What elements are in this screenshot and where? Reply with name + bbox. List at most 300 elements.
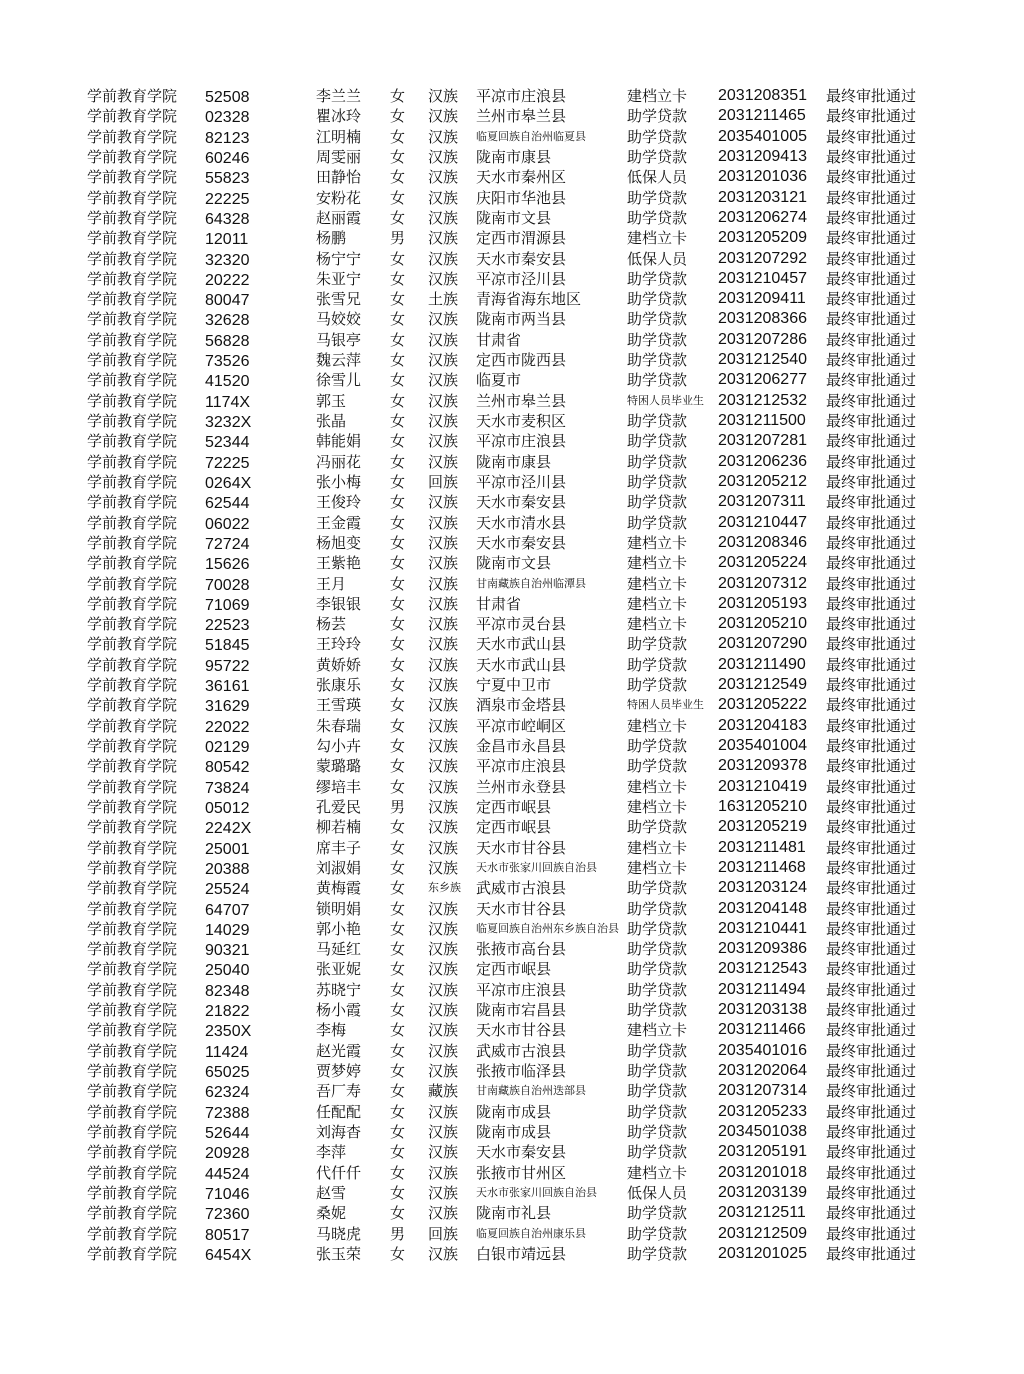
- cell-name: 任配配: [316, 1102, 362, 1121]
- cell-status: 最终审批通过: [826, 899, 917, 918]
- cell-id: 64707: [205, 901, 250, 919]
- cell-college: 学前教育学院: [87, 1102, 178, 1121]
- cell-type: 助学贷款: [627, 147, 688, 166]
- cell-id: 25001: [205, 840, 250, 858]
- cell-college: 学前教育学院: [87, 269, 178, 288]
- cell-gender: 女: [390, 1204, 406, 1223]
- cell-eth: 汉族: [428, 127, 459, 146]
- cell-place: 陇南市康县: [476, 452, 552, 471]
- cell-place: 兰州市皋兰县: [476, 391, 567, 410]
- cell-id: 65025: [205, 1064, 250, 1081]
- cell-id: 72724: [205, 535, 250, 553]
- table-row: [87, 431, 947, 451]
- cell-gender: 女: [390, 1143, 406, 1162]
- cell-college: 学前教育学院: [87, 351, 178, 370]
- cell-id: 05012: [205, 799, 250, 817]
- cell-place: 天水市秦安县: [476, 493, 567, 512]
- cell-place: 武威市古浪县: [476, 1041, 567, 1060]
- cell-id: 71046: [205, 1185, 250, 1203]
- cell-gender: 女: [390, 899, 406, 918]
- cell-college: 学前教育学院: [87, 919, 178, 938]
- cell-gender: 女: [390, 676, 406, 695]
- cell-type: 助学贷款: [627, 899, 688, 918]
- cell-name: 张小梅: [316, 472, 362, 491]
- cell-name: 杨旭变: [316, 533, 362, 552]
- cell-code: 2031211468: [718, 858, 806, 876]
- cell-status: 最终审批通过: [826, 351, 917, 370]
- cell-type: 助学贷款: [627, 980, 688, 999]
- cell-name: 贾梦婷: [316, 1062, 362, 1080]
- cell-eth: 回族: [428, 472, 459, 491]
- table-row: [87, 1203, 947, 1223]
- cell-eth: 汉族: [428, 330, 459, 349]
- cell-college: 学前教育学院: [87, 797, 178, 816]
- table-row: [87, 838, 947, 858]
- cell-code: 2031201036: [718, 168, 807, 186]
- cell-college: 学前教育学院: [87, 1062, 178, 1080]
- cell-eth: 汉族: [428, 493, 459, 512]
- cell-eth: 汉族: [428, 391, 459, 410]
- cell-code: 2031207314: [718, 1082, 807, 1100]
- cell-name: 杨宁宁: [316, 249, 362, 268]
- cell-eth: 汉族: [428, 594, 459, 613]
- cell-status: 最终审批通过: [826, 1021, 917, 1040]
- table-row: [87, 1020, 947, 1040]
- table-row: [87, 1000, 947, 1020]
- cell-gender: 女: [390, 208, 406, 227]
- cell-id: 56828: [205, 332, 250, 350]
- cell-place: 陇南市文县: [476, 208, 552, 227]
- cell-eth: 汉族: [428, 1183, 459, 1202]
- table-row: [87, 289, 947, 309]
- cell-college: 学前教育学院: [87, 107, 178, 126]
- cell-place: 天水市张家川回族自治县: [476, 860, 597, 874]
- table-row: [87, 614, 947, 634]
- cell-place: 天水市甘谷县: [476, 1021, 567, 1040]
- cell-code: 2031205209: [718, 229, 807, 247]
- cell-type: 建档立卡: [627, 554, 688, 573]
- cell-name: 勾小卉: [316, 737, 362, 755]
- cell-eth: 土族: [428, 290, 459, 309]
- cell-id: 25040: [205, 962, 250, 980]
- cell-college: 学前教育学院: [87, 513, 178, 532]
- cell-gender: 女: [390, 696, 406, 715]
- table-row: [87, 228, 947, 248]
- table-row: [87, 452, 947, 472]
- table-row: [87, 411, 947, 431]
- cell-name: 朱春瑞: [316, 716, 362, 735]
- cell-college: 学前教育学院: [87, 472, 178, 491]
- cell-name: 刘淑娟: [316, 858, 362, 877]
- cell-gender: 女: [390, 594, 406, 613]
- cell-gender: 女: [390, 879, 406, 898]
- table-row: [87, 675, 947, 695]
- cell-eth: 回族: [428, 1224, 459, 1243]
- cell-id: 82123: [205, 129, 250, 147]
- table-row: [87, 147, 947, 167]
- cell-type: 建档立卡: [627, 87, 688, 105]
- cell-type: 助学贷款: [627, 1082, 688, 1101]
- cell-code: 2031212511: [718, 1204, 806, 1222]
- cell-eth: 汉族: [428, 168, 459, 187]
- cell-type: 建档立卡: [627, 797, 688, 816]
- cell-college: 学前教育学院: [87, 452, 178, 471]
- table-row: [87, 777, 947, 797]
- table-row: [87, 208, 947, 228]
- cell-college: 学前教育学院: [87, 168, 178, 187]
- cell-gender: 女: [390, 940, 406, 959]
- cell-type: 助学贷款: [627, 1102, 688, 1121]
- cell-eth: 汉族: [428, 513, 459, 532]
- cell-id: 20388: [205, 860, 250, 878]
- table-row: [87, 1244, 947, 1264]
- cell-eth: 汉族: [428, 615, 459, 634]
- cell-code: 2031210457: [718, 269, 807, 287]
- cell-place: 定西市岷县: [476, 960, 552, 979]
- cell-eth: 汉族: [428, 1021, 459, 1040]
- cell-id: 25524: [205, 881, 250, 899]
- cell-code: 2031212543: [718, 960, 807, 978]
- cell-gender: 女: [390, 168, 406, 187]
- cell-code: 2031211494: [718, 980, 806, 998]
- cell-id: 20928: [205, 1145, 250, 1163]
- cell-code: 2031203124: [718, 879, 807, 897]
- cell-status: 最终审批通过: [826, 1102, 917, 1121]
- cell-gender: 女: [390, 615, 406, 634]
- cell-type: 助学贷款: [627, 879, 688, 898]
- cell-type: 助学贷款: [627, 1204, 688, 1223]
- cell-name: 徐雪儿: [316, 371, 362, 390]
- cell-type: 助学贷款: [627, 1001, 688, 1020]
- cell-place: 定西市陇西县: [476, 351, 567, 370]
- cell-college: 学前教育学院: [87, 777, 178, 796]
- cell-code: 2031212532: [718, 391, 807, 409]
- cell-type: 助学贷款: [627, 1122, 688, 1141]
- cell-id: 95722: [205, 657, 250, 675]
- cell-college: 学前教育学院: [87, 838, 178, 857]
- cell-gender: 女: [390, 290, 406, 309]
- cell-college: 学前教育学院: [87, 757, 178, 776]
- cell-gender: 女: [390, 432, 406, 451]
- cell-place: 天水市武山县: [476, 655, 567, 674]
- cell-status: 最终审批通过: [826, 208, 917, 227]
- cell-name: 田静怡: [316, 168, 362, 187]
- cell-college: 学前教育学院: [87, 1163, 178, 1182]
- cell-college: 学前教育学院: [87, 310, 178, 329]
- table-row: [87, 472, 947, 492]
- cell-code: 2031205191: [718, 1143, 807, 1161]
- cell-status: 最终审批通过: [826, 737, 917, 755]
- cell-eth: 汉族: [428, 960, 459, 979]
- cell-gender: 女: [390, 777, 406, 796]
- cell-place: 兰州市皋兰县: [476, 107, 567, 126]
- cell-id: 80542: [205, 759, 250, 777]
- cell-type: 助学贷款: [627, 412, 688, 430]
- cell-type: 助学贷款: [627, 1143, 688, 1162]
- cell-status: 最终审批通过: [826, 1001, 917, 1020]
- cell-eth: 汉族: [428, 554, 459, 573]
- cell-id: 32320: [205, 251, 250, 269]
- cell-gender: 女: [390, 858, 406, 877]
- cell-college: 学前教育学院: [87, 818, 178, 837]
- table-row: [87, 1102, 947, 1122]
- cell-status: 最终审批通过: [826, 1163, 917, 1182]
- cell-id: 22022: [205, 718, 250, 736]
- cell-place: 平凉市庄浪县: [476, 87, 567, 105]
- cell-eth: 汉族: [428, 1102, 459, 1121]
- cell-code: 2031203121: [718, 188, 807, 206]
- table-row: [87, 1183, 947, 1203]
- cell-type: 助学贷款: [627, 188, 688, 207]
- cell-eth: 汉族: [428, 737, 459, 755]
- cell-gender: 女: [390, 452, 406, 471]
- cell-college: 学前教育学院: [87, 330, 178, 349]
- cell-gender: 女: [390, 472, 406, 491]
- table-row: [87, 167, 947, 187]
- cell-college: 学前教育学院: [87, 432, 178, 451]
- cell-eth: 汉族: [428, 818, 459, 837]
- cell-type: 建档立卡: [627, 574, 688, 593]
- cell-status: 最终审批通过: [826, 1082, 917, 1101]
- cell-id: 21822: [205, 1003, 250, 1021]
- cell-status: 最终审批通过: [826, 371, 917, 390]
- table-row: [87, 309, 947, 329]
- cell-eth: 汉族: [428, 635, 459, 654]
- cell-college: 学前教育学院: [87, 147, 178, 166]
- cell-id: 3232X: [205, 414, 252, 431]
- cell-gender: 男: [390, 797, 406, 816]
- cell-name: 冯丽花: [316, 452, 362, 471]
- cell-type: 助学贷款: [627, 310, 688, 329]
- table-row: [87, 86, 947, 106]
- cell-id: 51845: [205, 637, 250, 655]
- cell-code: 2031211490: [718, 655, 806, 673]
- cell-eth: 汉族: [428, 452, 459, 471]
- table-row: [87, 980, 947, 1000]
- cell-place: 张掖市甘州区: [476, 1163, 567, 1182]
- cell-name: 缪培丰: [316, 777, 362, 796]
- cell-status: 最终审批通过: [826, 615, 917, 634]
- cell-gender: 女: [390, 1122, 406, 1141]
- cell-place: 天水市张家川回族自治县: [476, 1185, 597, 1199]
- cell-place: 酒泉市金塔县: [476, 696, 567, 715]
- cell-type: 助学贷款: [627, 472, 688, 491]
- cell-eth: 汉族: [428, 1244, 459, 1263]
- cell-code: 2031201018: [718, 1163, 807, 1181]
- cell-eth: 汉族: [428, 1041, 459, 1060]
- table-row: [87, 797, 947, 817]
- cell-type: 助学贷款: [627, 371, 688, 390]
- cell-code: 1631205210: [718, 797, 807, 815]
- cell-gender: 女: [390, 147, 406, 166]
- cell-eth: 汉族: [428, 107, 459, 126]
- cell-place: 平凉市崆峒区: [476, 716, 567, 735]
- cell-code: 2031205210: [718, 615, 807, 633]
- cell-name: 马晓虎: [316, 1224, 362, 1243]
- cell-status: 最终审批通过: [826, 330, 917, 349]
- cell-type: 助学贷款: [627, 940, 688, 959]
- cell-gender: 女: [390, 351, 406, 370]
- cell-id: 52508: [205, 89, 250, 106]
- cell-place: 天水市清水县: [476, 513, 567, 532]
- cell-id: 72360: [205, 1206, 250, 1224]
- cell-eth: 汉族: [428, 858, 459, 877]
- cell-eth: 汉族: [428, 533, 459, 552]
- cell-status: 最终审批通过: [826, 472, 917, 491]
- table-row: [87, 553, 947, 573]
- cell-eth: 藏族: [428, 1082, 459, 1101]
- cell-type: 助学贷款: [627, 127, 688, 146]
- cell-id: 2242X: [205, 820, 252, 838]
- cell-gender: 女: [390, 493, 406, 512]
- cell-type: 低保人员: [627, 168, 688, 187]
- cell-eth: 汉族: [428, 980, 459, 999]
- cell-gender: 女: [390, 1102, 406, 1121]
- table-row: [87, 959, 947, 979]
- cell-id: 02328: [205, 109, 250, 127]
- cell-id: 72388: [205, 1104, 250, 1122]
- cell-college: 学前教育学院: [87, 1082, 178, 1101]
- cell-place: 陇南市康县: [476, 147, 552, 166]
- cell-college: 学前教育学院: [87, 208, 178, 227]
- cell-place: 天水市武山县: [476, 635, 567, 654]
- cell-place: 白银市靖远县: [476, 1244, 567, 1263]
- table-row: [87, 899, 947, 919]
- cell-name: 郭玉: [316, 391, 347, 410]
- cell-name: 王紫艳: [316, 554, 362, 573]
- cell-type: 助学贷款: [627, 1041, 688, 1060]
- cell-college: 学前教育学院: [87, 1122, 178, 1141]
- cell-name: 魏云萍: [316, 351, 362, 370]
- cell-gender: 女: [390, 838, 406, 857]
- cell-type: 助学贷款: [627, 493, 688, 512]
- cell-name: 王金霞: [316, 513, 362, 532]
- cell-type: 助学贷款: [627, 513, 688, 532]
- cell-status: 最终审批通过: [826, 1244, 917, 1263]
- cell-id: 52644: [205, 1124, 250, 1142]
- cell-place: 陇南市宕昌县: [476, 1001, 567, 1020]
- cell-eth: 汉族: [428, 371, 459, 390]
- table-row: [87, 919, 947, 939]
- cell-code: 2031209386: [718, 940, 807, 958]
- cell-college: 学前教育学院: [87, 1204, 178, 1223]
- cell-id: 82348: [205, 982, 250, 1000]
- cell-gender: 女: [390, 1163, 406, 1182]
- cell-type: 助学贷款: [627, 635, 688, 654]
- cell-place: 临夏回族自治州临夏县: [476, 129, 586, 143]
- cell-code: 2031212509: [718, 1224, 807, 1242]
- cell-gender: 女: [390, 574, 406, 593]
- cell-id: 41520: [205, 373, 250, 391]
- table-row: [87, 1142, 947, 1162]
- cell-code: 2031206236: [718, 452, 807, 470]
- cell-place: 平凉市庄浪县: [476, 432, 567, 451]
- cell-college: 学前教育学院: [87, 980, 178, 999]
- cell-eth: 汉族: [428, 87, 459, 105]
- cell-eth: 汉族: [428, 188, 459, 207]
- cell-eth: 汉族: [428, 655, 459, 674]
- cell-name: 黄梅霞: [316, 879, 362, 898]
- cell-eth: 汉族: [428, 412, 459, 430]
- table-row: [87, 878, 947, 898]
- cell-type: 助学贷款: [627, 960, 688, 979]
- cell-code: 2031210441: [718, 919, 807, 937]
- cell-status: 最终审批通过: [826, 1143, 917, 1162]
- cell-type: 建档立卡: [627, 615, 688, 634]
- cell-code: 2031205222: [718, 696, 807, 714]
- table-row: [87, 1061, 947, 1081]
- cell-college: 学前教育学院: [87, 1041, 178, 1060]
- cell-college: 学前教育学院: [87, 899, 178, 918]
- cell-place: 陇南市礼县: [476, 1204, 552, 1223]
- cell-eth: 汉族: [428, 269, 459, 288]
- cell-college: 学前教育学院: [87, 635, 178, 654]
- cell-id: 62544: [205, 495, 250, 513]
- cell-gender: 女: [390, 980, 406, 999]
- cell-place: 定西市渭源县: [476, 229, 567, 248]
- cell-eth: 汉族: [428, 838, 459, 857]
- cell-eth: 汉族: [428, 1204, 459, 1223]
- cell-code: 2031205212: [718, 472, 807, 490]
- cell-code: 2031210447: [718, 513, 807, 531]
- cell-name: 蒙璐璐: [316, 757, 362, 776]
- cell-place: 陇南市两当县: [476, 310, 567, 329]
- cell-gender: 女: [390, 737, 406, 755]
- cell-status: 最终审批通过: [826, 838, 917, 857]
- cell-gender: 女: [390, 269, 406, 288]
- cell-type: 助学贷款: [627, 452, 688, 471]
- cell-status: 最终审批通过: [826, 229, 917, 248]
- cell-name: 代仟仟: [316, 1163, 362, 1182]
- table-row: [87, 858, 947, 878]
- cell-college: 学前教育学院: [87, 696, 178, 715]
- cell-place: 定西市岷县: [476, 797, 552, 816]
- cell-college: 学前教育学院: [87, 290, 178, 309]
- cell-code: 2031201025: [718, 1244, 807, 1262]
- cell-gender: 女: [390, 716, 406, 735]
- cell-status: 最终审批通过: [826, 391, 917, 410]
- cell-gender: 女: [390, 818, 406, 837]
- table-row: [87, 939, 947, 959]
- cell-id: 22523: [205, 617, 250, 635]
- cell-college: 学前教育学院: [87, 716, 178, 735]
- cell-status: 最终审批通过: [826, 533, 917, 552]
- cell-college: 学前教育学院: [87, 188, 178, 207]
- cell-name: 李兰兰: [316, 87, 362, 105]
- cell-id: 60246: [205, 149, 250, 167]
- cell-code: 2031208366: [718, 310, 807, 328]
- cell-code: 2031208351: [718, 87, 807, 104]
- cell-name: 赵雪: [316, 1183, 347, 1202]
- cell-id: 6454X: [205, 1246, 252, 1264]
- cell-type: 助学贷款: [627, 737, 688, 755]
- cell-name: 孔爱民: [316, 797, 362, 816]
- cell-status: 最终审批通过: [826, 1062, 917, 1080]
- cell-place: 宁夏中卫市: [476, 676, 552, 695]
- cell-eth: 汉族: [428, 1122, 459, 1141]
- cell-id: 72225: [205, 454, 250, 472]
- cell-status: 最终审批通过: [826, 940, 917, 959]
- cell-type: 助学贷款: [627, 655, 688, 674]
- table-row: [87, 756, 947, 776]
- cell-status: 最终审批通过: [826, 818, 917, 837]
- cell-eth: 汉族: [428, 919, 459, 938]
- cell-id: 55823: [205, 170, 250, 188]
- cell-type: 助学贷款: [627, 432, 688, 451]
- cell-id: 15626: [205, 556, 250, 574]
- cell-type: 助学贷款: [627, 330, 688, 349]
- cell-college: 学前教育学院: [87, 615, 178, 634]
